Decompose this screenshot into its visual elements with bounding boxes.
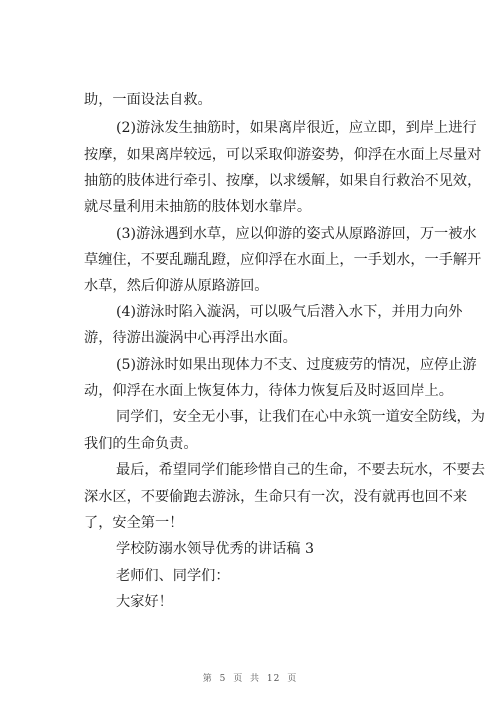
line-text: 深水区，不要偷跑去游泳，生命只有一次，没有就再也回不来 — [84, 489, 468, 505]
paragraph-line — [0, 90, 500, 110]
line-text: 老师们、同学们： — [116, 568, 230, 584]
paragraph-line — [0, 250, 500, 270]
line-text: 我们的生命负责。 — [84, 436, 198, 452]
paragraph-line — [0, 145, 500, 165]
line-text: 水草，然后仰游从原路游回。 — [84, 278, 269, 294]
paragraph-line — [0, 224, 500, 244]
paragraph-line — [0, 407, 500, 427]
paragraph-line — [0, 513, 500, 533]
line-text: 动，仰浮在水面上恢复体力，待体力恢复后及时返回岸上。 — [84, 383, 453, 399]
paragraph-line — [0, 276, 500, 296]
line-text: (5)游泳时如果出现体力不支、过度疲劳的情况，应停止游 — [116, 357, 477, 373]
salutation-line — [0, 566, 500, 586]
paragraph-line — [0, 171, 500, 191]
paragraph-line — [0, 381, 500, 401]
line-text: 大家好！ — [116, 594, 173, 610]
line-text: 助，一面设法自救。 — [84, 92, 212, 108]
paragraph-line — [0, 460, 500, 480]
line-text: 草缠住，不要乱蹦乱蹬，应仰浮在水面上，一手划水，一手解开 — [84, 252, 482, 268]
paragraph-line — [0, 197, 500, 217]
line-text: 最后，希望同学们能珍惜自己的生命，不要去玩水，不要去 — [116, 462, 485, 478]
paragraph-line — [0, 487, 500, 507]
paragraph-line — [0, 118, 500, 138]
section-heading — [0, 539, 500, 559]
paragraph-line — [0, 328, 500, 348]
line-text: 抽筋的肢体进行牵引、按摩，以求缓解，如果自行救治不见效， — [84, 173, 482, 189]
heading-text: 学校防溺水领导优秀的讲话稿 3 — [116, 541, 314, 557]
line-text: (4)游泳时陷入漩涡，可以吸气后潜入水下，并用力向外 — [116, 304, 463, 320]
paragraph-line — [0, 355, 500, 375]
line-text: 就尽量利用未抽筋的肢体划水靠岸。 — [84, 199, 312, 215]
page-number-footer: 第 5 页 共 12 页 — [202, 674, 298, 684]
greeting-line — [0, 592, 500, 612]
line-text: 游，待游出漩涡中心再浮出水面。 — [84, 330, 297, 346]
paragraph-line — [0, 302, 500, 322]
line-text: 了，安全第一！ — [84, 515, 184, 531]
line-text: (2)游泳发生抽筋时，如果离岸很近，应立即，到岸上进行 — [116, 120, 477, 136]
line-text: 同学们，安全无小事，让我们在心中永筑一道安全防线，为 — [116, 409, 485, 425]
paragraph-line — [0, 434, 500, 454]
line-text: (3)游泳遇到水草，应以仰游的姿式从原路游回，万一被水 — [116, 226, 477, 242]
line-text: 按摩，如果离岸较远，可以采取仰游姿势，仰浮在水面上尽量对 — [84, 147, 482, 163]
